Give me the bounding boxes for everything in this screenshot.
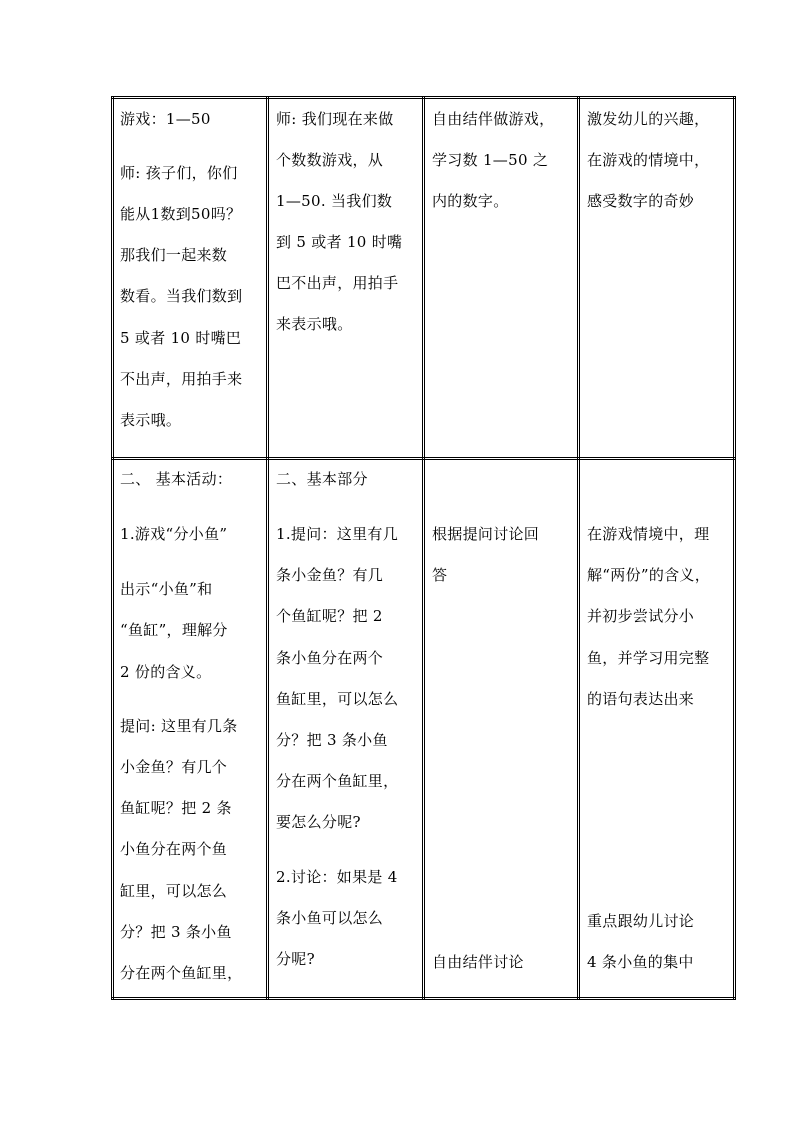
cell-line: 巴不出声，用拍手 [276, 274, 399, 292]
cell-line: 表示哦。 [120, 411, 182, 429]
cell-line: 个数数游戏，从 [276, 151, 384, 169]
cell-line: 能从1数到50吗？ [120, 205, 242, 223]
cell-line: 游戏：1—50 [120, 110, 211, 128]
cell-line: 鱼缸呢？把 2 条 [120, 799, 232, 817]
column-divider [266, 96, 267, 1000]
cell-line: 1.游戏“分小鱼” [120, 525, 228, 543]
cell-line: 分呢? [276, 950, 315, 968]
cell-line: 学习数 1—50 之 [432, 151, 549, 169]
table-border [113, 96, 114, 1000]
cell-line: 条小鱼可以怎么 [276, 909, 384, 927]
cell-line: 分在两个鱼缸里， [276, 772, 399, 790]
cell-line: 自由结伴做游戏， [432, 110, 555, 128]
cell-line: 提问: 这里有几条 [120, 717, 238, 735]
cell-line: 内的数字。 [432, 192, 509, 210]
cell-line: 自由结伴讨论 [432, 953, 524, 971]
cell-line: 2.讨论：如果是 4 [276, 868, 398, 886]
cell-line: 条小鱼分在两个 [276, 649, 384, 667]
cell-line: 5 或者 10 时嘴巴 [120, 329, 242, 347]
cell-line: 个鱼缸呢？把 2 [276, 607, 383, 625]
cell-line: 分？把 3 条小鱼 [276, 731, 388, 749]
column-divider [268, 96, 269, 1000]
cell-line: 重点跟幼儿讨论 [587, 912, 695, 930]
cell-line: 小鱼分在两个鱼 [120, 840, 228, 858]
table-border [733, 96, 734, 1000]
cell-line: 1—50. 当我们数 [276, 192, 393, 210]
cell-line: 来表示哦。 [276, 315, 353, 333]
cell-line: 根据提问讨论回 [432, 525, 540, 543]
cell-line: 鱼，并学习用完整 [587, 649, 710, 667]
cell-line: 那我们一起来数 [120, 246, 228, 264]
cell-line: 分在两个鱼缸里， [120, 964, 243, 982]
cell-line: 到 5 或者 10 时嘴 [276, 233, 403, 251]
cell-line: 二、 基本活动： [120, 470, 233, 488]
cell-line: “鱼缸”，理解分 [120, 621, 228, 639]
cell-line: 感受数字的奇妙 [587, 192, 695, 210]
cell-line: 鱼缸里，可以怎么 [276, 690, 399, 708]
cell-line: 数看。当我们数到 [120, 287, 243, 305]
cell-line: 出示“小鱼”和 [120, 580, 213, 598]
cell-line: 二、基本部分 [276, 470, 368, 488]
cell-line: 师: 孩子们，你们 [120, 164, 238, 182]
cell-line: 2 份的含义。 [120, 663, 212, 681]
cell-line: 答 [432, 566, 448, 584]
table-border [111, 96, 112, 1000]
cell-line: 解“两份”的含义， [587, 566, 711, 584]
cell-line: 的语句表达出来 [587, 690, 695, 708]
column-divider [579, 96, 580, 1000]
cell-line: 师: 我们现在来做 [276, 110, 394, 128]
cell-line: 1.提问：这里有几 [276, 525, 399, 543]
column-divider [424, 96, 425, 1000]
table-border [735, 96, 736, 1000]
cell-line: 不出声，用拍手来 [120, 370, 243, 388]
cell-line: 条小金鱼？有几 [276, 566, 384, 584]
column-divider [577, 96, 578, 1000]
cell-line: 小金鱼？有几个 [120, 758, 228, 776]
lesson-plan-table [111, 96, 736, 1000]
column-divider [422, 96, 423, 1000]
cell-line: 要怎么分呢? [276, 813, 361, 831]
cell-line: 分？把 3 条小鱼 [120, 923, 232, 941]
cell-line: 在游戏的情境中， [587, 151, 710, 169]
cell-line: 并初步尝试分小 [587, 607, 695, 625]
cell-line: 4 条小鱼的集中 [587, 953, 694, 971]
cell-line: 在游戏情境中，理 [587, 525, 710, 543]
cell-line: 激发幼儿的兴趣， [587, 110, 710, 128]
cell-line: 缸里，可以怎么 [120, 882, 228, 900]
